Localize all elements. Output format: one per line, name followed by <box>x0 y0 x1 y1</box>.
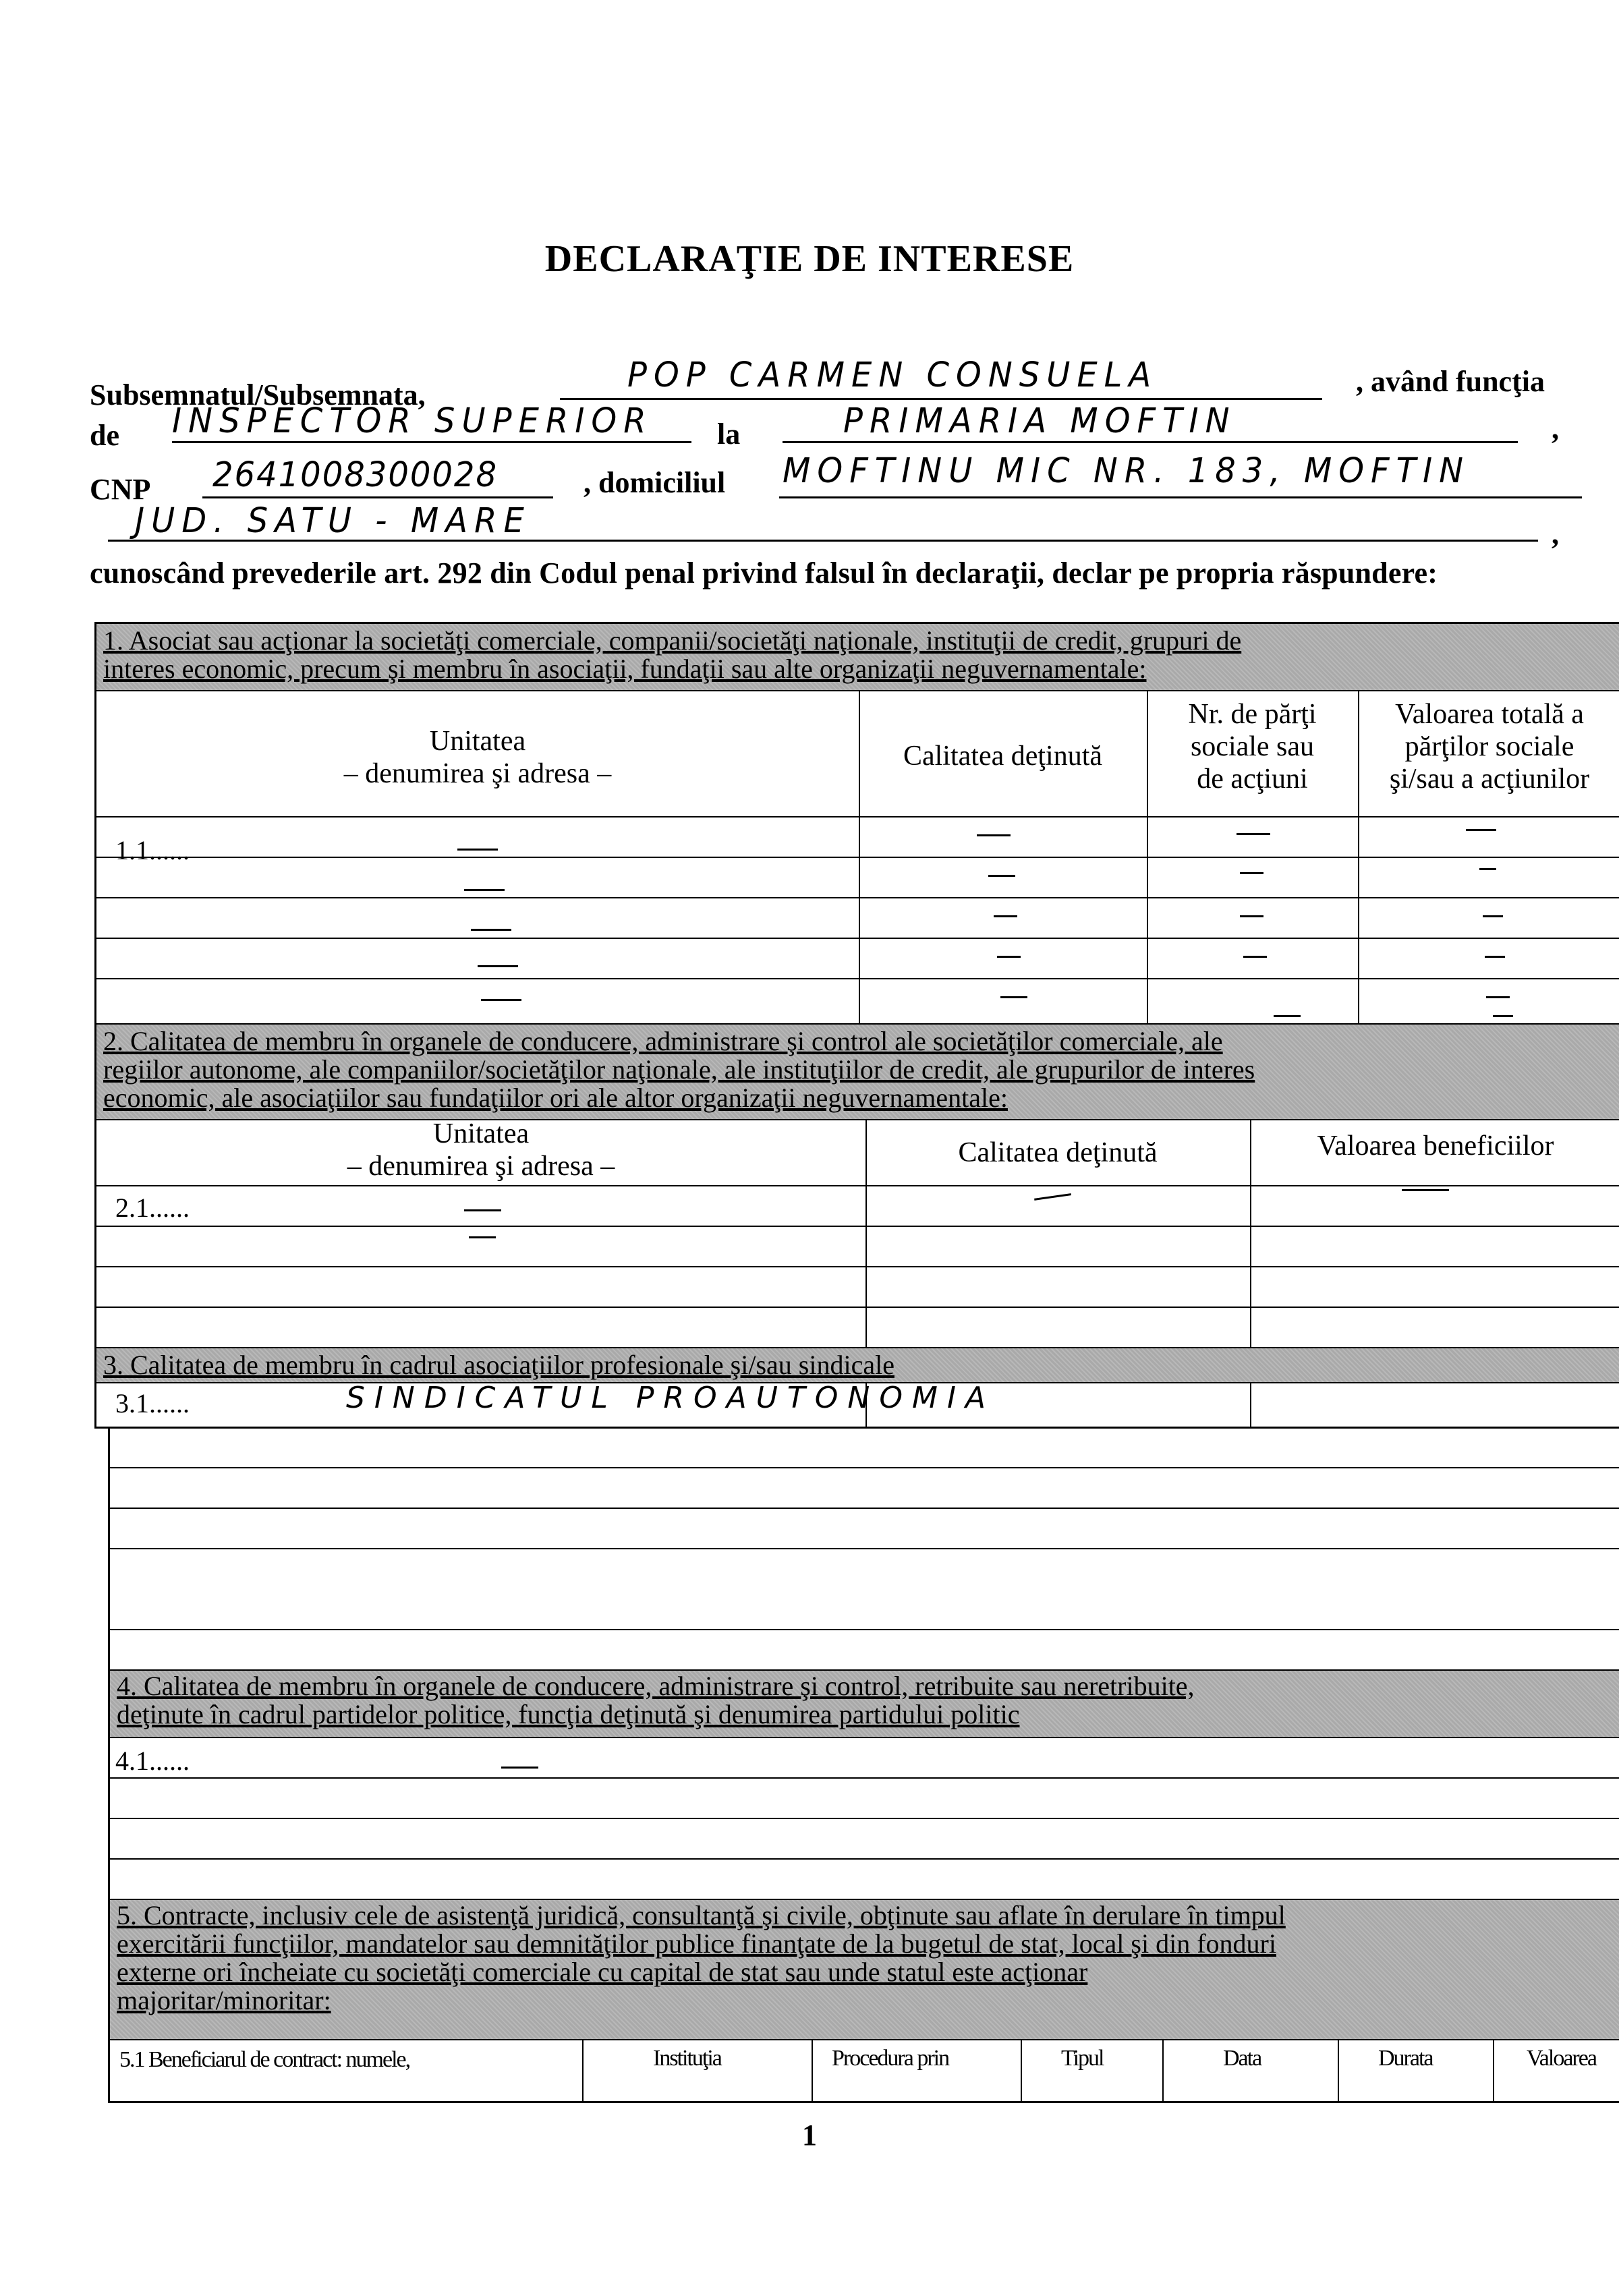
s1-col-nr-line3: de acţiuni <box>1197 764 1308 795</box>
s5-col-valoarea: Valoarea <box>1527 2046 1596 2071</box>
section5-heading-line2: exercitării funcţiilor, mandatelor sau demnităţilor publice finanţate de la bugetul de stat, local şi din fonduri <box>117 1928 1276 1959</box>
s1-dash <box>997 956 1021 958</box>
s5-col-divider <box>1338 2039 1339 2101</box>
section4-heading <box>110 1669 1619 1737</box>
s2-col-unitatea <box>96 1118 865 1182</box>
s3-row-label: 3.1...... <box>115 1388 190 1418</box>
s1-col-calitatea: Calitatea deţinută <box>903 741 1103 772</box>
institutie-underline <box>783 441 1518 443</box>
s2-dash <box>1034 1193 1071 1201</box>
divider <box>96 938 1619 939</box>
name-underline <box>560 398 1322 400</box>
s1-dash <box>988 875 1015 877</box>
s1-dash <box>1485 956 1505 958</box>
s1-dash <box>457 849 498 851</box>
divider <box>96 1307 1619 1308</box>
s1-dash <box>1240 915 1263 917</box>
divider <box>110 1669 1619 1671</box>
s4-row-label: 4.1...... <box>115 1746 190 1776</box>
s1-dash <box>478 965 518 967</box>
comma-1: , <box>1552 412 1559 445</box>
comma-2: , <box>1552 517 1559 550</box>
domiciliul-underline-2 <box>108 540 1538 542</box>
s1-dash <box>977 834 1011 836</box>
s4-dash <box>501 1767 538 1769</box>
s5-col-data: Data <box>1223 2046 1261 2071</box>
s1-col-valoarea <box>1358 698 1619 795</box>
divider <box>110 1858 1619 1860</box>
s1-col-nr-line2: sociale sau <box>1190 731 1315 762</box>
section2-heading-line1: 2. Calitatea de membru în organele de conducere, administrare şi control ale societăţilor comerciale, ale <box>103 1026 1223 1056</box>
s2-col-calitatea: Calitatea deţinută <box>958 1137 1158 1168</box>
cnp-underline <box>202 496 553 498</box>
declaration-text: cunoscând prevederile art. 292 din Codul penal privind falsul în declaraţii, declar pe propria răspundere: <box>90 556 1438 590</box>
s1-dash <box>1243 956 1267 958</box>
s1-dash <box>1237 833 1270 835</box>
de-label: de <box>90 419 119 452</box>
section2-heading <box>96 1025 1619 1119</box>
s2-col-valoarea: Valoarea beneficiilor <box>1317 1130 1554 1161</box>
section5-heading-line1: 5. Contracte, inclusiv cele de asistenţă juridică, consultanţă şi civile, obţinute sau aflate în derulare în timpul <box>117 1900 1286 1930</box>
s5-col-procedura: Procedura prin <box>832 2046 949 2071</box>
s5-col-durata: Durata <box>1378 2046 1433 2071</box>
divider <box>96 978 1619 979</box>
section5-heading <box>110 1899 1619 2039</box>
s1-dash <box>1466 829 1496 831</box>
s1-dash <box>464 889 505 891</box>
document-title: DECLARAŢIE DE INTERESE <box>544 238 1075 280</box>
divider <box>96 1185 1619 1186</box>
divider <box>110 1629 1619 1630</box>
s1-col-val-line2: părţilor sociale <box>1404 731 1574 762</box>
subsemnatul-label: Subsemnatul/Subsemnata, <box>90 378 426 411</box>
domiciliul-label: , domiciliul <box>584 466 726 499</box>
s2-dash <box>469 1236 496 1238</box>
s1-col-unitatea <box>96 725 859 790</box>
s2-dash <box>464 1209 501 1211</box>
divider <box>96 897 1619 898</box>
s3-value: SINDICATUL PROAUTONOMIA <box>346 1381 996 1415</box>
section5-heading-line3: externe ori încheiate cu societăţi comerciale cu capital de stat sau unde statul este acţionar <box>117 1957 1088 1987</box>
page-number: 1 <box>802 2119 817 2152</box>
s1-col-val-line1: Valoarea totală a <box>1395 699 1584 730</box>
divider <box>96 690 1619 691</box>
s1-dash <box>1274 1015 1301 1017</box>
divider <box>96 816 1619 817</box>
section2-table <box>94 1023 1619 1429</box>
s1-dash <box>1483 915 1503 917</box>
avand-functia-label: , având funcţia <box>1356 365 1545 398</box>
s5-col-divider <box>1162 2039 1164 2101</box>
sections-3-5-table <box>108 1427 1619 2103</box>
s5-col-divider <box>582 2039 584 2101</box>
section1-heading-line2: interes economic, precum şi membru în asociaţii, fundaţii sau alte organizaţii neguvernamentale: <box>103 654 1147 684</box>
s5-col-divider <box>1493 2039 1494 2101</box>
divider <box>110 1548 1619 1549</box>
s2-col-unitatea-line1: Unitatea <box>432 1118 530 1149</box>
institutie-value: PRIMARIA MOFTIN <box>843 401 1237 441</box>
divider <box>96 1266 1619 1267</box>
domiciliul-line1: MOFTINU MIC NR. 183, MOFTIN <box>783 451 1471 491</box>
s1-dash <box>481 999 521 1001</box>
cnp-label: CNP <box>90 473 151 506</box>
s5-col-tipul: Tipul <box>1061 2046 1104 2071</box>
domiciliul-line2: JUD. SATU - MARE <box>135 500 531 541</box>
divider <box>110 1818 1619 1819</box>
s5-col-beneficiar: 5.1 Beneficiarul de contract: numele, <box>119 2047 410 2072</box>
divider <box>110 1427 1619 1428</box>
s2-row-label: 2.1...... <box>115 1193 190 1223</box>
s1-dash <box>471 929 511 931</box>
section1-table <box>94 622 1619 1027</box>
s1-dash <box>1493 1015 1513 1017</box>
section5-heading-line4: majoritar/minoritar: <box>117 1985 331 2015</box>
s5-col-divider <box>1021 2039 1022 2101</box>
la-label: la <box>717 418 741 451</box>
section1-heading <box>96 624 1619 690</box>
section2-heading-line3: economic, ale asociaţiilor sau fundaţiilor ori ale altor organizaţii neguvernamentale: <box>103 1083 1008 1113</box>
s1-dash <box>1240 872 1263 874</box>
functia-underline <box>172 441 691 443</box>
functia-value: INSPECTOR SUPERIOR <box>172 401 653 441</box>
divider <box>110 1467 1619 1468</box>
divider <box>96 857 1619 858</box>
s1-row-label: 1.1...... <box>115 835 190 865</box>
s2-dash <box>1402 1189 1449 1191</box>
section3-heading: 3. Calitatea de membru în cadrul asociaţiilor profesionale şi/sau sindicale <box>96 1348 1619 1382</box>
s1-col-unitatea-line1: Unitatea <box>429 726 526 757</box>
s1-col-unitatea-line2: – denumirea şi adresa – <box>343 758 612 789</box>
section1-heading-line1: 1. Asociat sau acţionar la societăţi comerciale, companii/societăţi naţionale, instituţii de credit, grupuri de <box>103 625 1242 656</box>
s5-col-institutia: Instituţia <box>653 2046 721 2071</box>
s1-dash <box>994 915 1017 917</box>
declarant-name: POP CARMEN CONSUELA <box>627 355 1158 395</box>
s1-dash <box>1486 996 1510 998</box>
section4-heading-line2: deţinute în cadrul partidelor politice, funcţia deţinută şi denumirea partidului politic <box>117 1699 1020 1729</box>
domiciliul-underline-1 <box>779 496 1582 498</box>
section2-heading-line2: regiilor autonome, ale companiilor/societăţilor naţionale, ale instituţiilor de credit, ale grupurilor de interes <box>103 1054 1255 1085</box>
divider <box>110 1777 1619 1779</box>
divider <box>110 2039 1619 2040</box>
divider <box>110 1508 1619 1509</box>
s1-col-val-line3: şi/sau a acţiunilor <box>1389 764 1590 795</box>
cnp-value: 2641008300028 <box>212 455 499 495</box>
s1-col-nr <box>1147 698 1358 795</box>
divider <box>110 1899 1619 1900</box>
divider <box>110 1737 1619 1738</box>
s1-dash <box>1479 868 1496 870</box>
s1-dash <box>1000 996 1027 998</box>
section4-heading-line1: 4. Calitatea de membru în organele de conducere, administrare şi control, retribuite sau neretribuite, <box>117 1671 1195 1701</box>
s2-col-unitatea-line2: – denumirea şi adresa – <box>347 1151 615 1182</box>
divider <box>96 1226 1619 1227</box>
s5-col-divider <box>812 2039 813 2101</box>
s1-col-nr-line1: Nr. de părţi <box>1188 699 1317 730</box>
